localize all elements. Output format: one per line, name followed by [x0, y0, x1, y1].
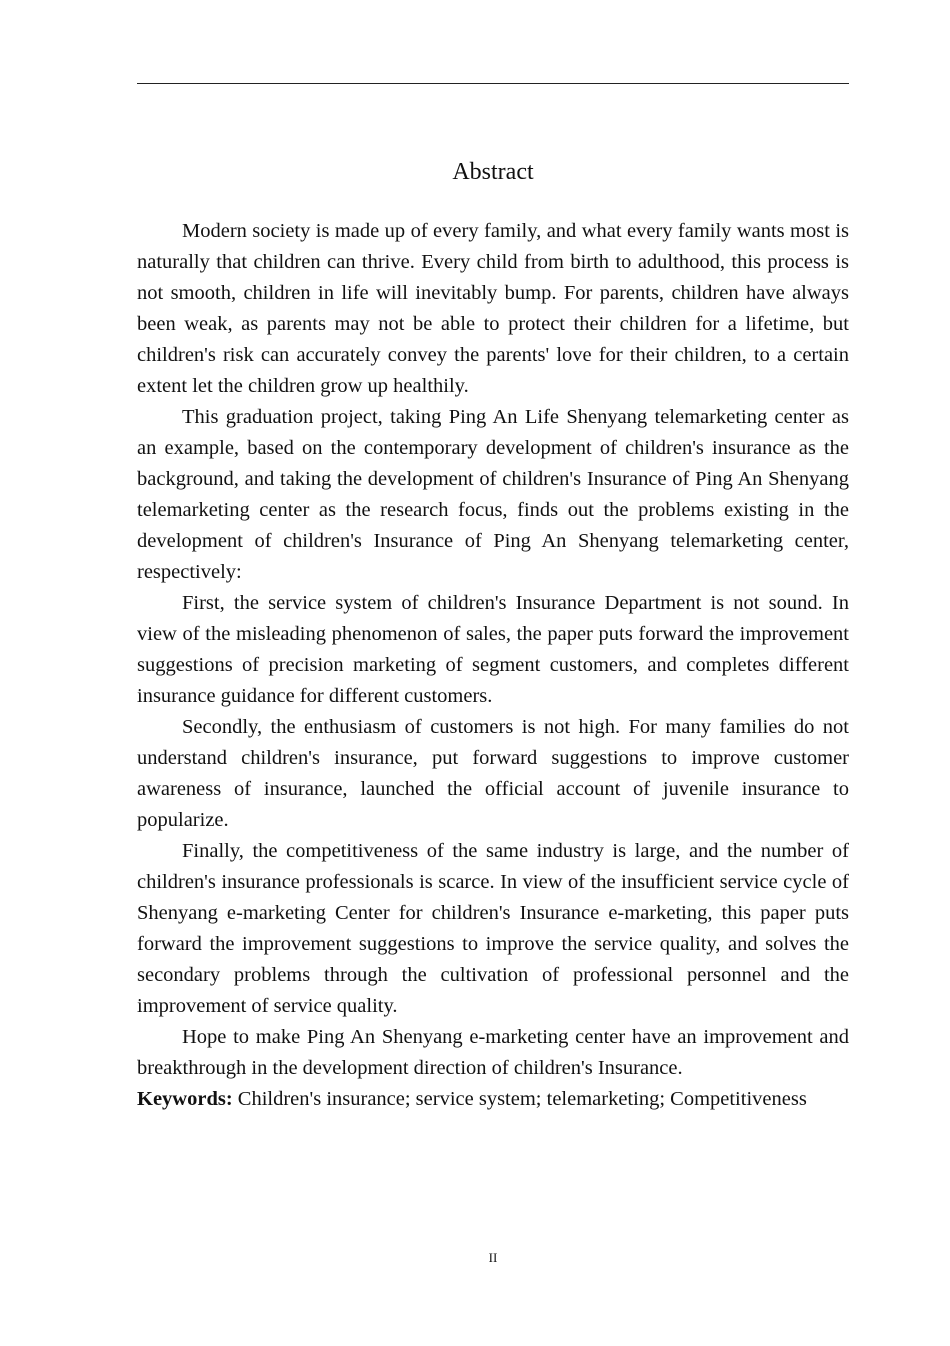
abstract-paragraph-1: Modern society is made up of every family, and what every family wants most is naturally that children can thrive. Every child from birth to adulthood, this process is not smooth, children in life will inevitably bump. For parents, children have always been weak, as parents may not be able to protect their children for a lifetime, but children's risk can accurately convey the parents' love for their children, to a certain extent let the children grow up healthily.: [137, 220, 849, 397]
abstract-body: [137, 216, 849, 1115]
abstract-paragraph-4: Secondly, the enthusiasm of customers is not high. For many families do not understand children's insurance, put forward suggestions to improve customer awareness of insurance, launched the official account of juvenile insurance to popularize.: [137, 716, 849, 831]
abstract-paragraph-2: This graduation project, taking Ping An Life Shenyang telemarketing center as an example, based on the contemporary development of children's insurance as the background, and taking the development of children's Insurance of Ping An Shenyang telemarketing center as the research focus, finds out the problems existing in the development of children's Insurance of Ping An Shenyang telemarketing center, respectively:: [137, 406, 849, 583]
keywords-text: Children's insurance; service system; telemarketing; Competitiveness: [232, 1088, 807, 1110]
page-title: Abstract: [452, 159, 534, 185]
keywords-label: Keywords:: [137, 1088, 233, 1110]
abstract-paragraph-5: Finally, the competitiveness of the same industry is large, and the number of children's insurance professionals is scarce. In view of the insufficient service cycle of Shenyang e-marketing Center for children's Insurance e-marketing, this paper puts forward the improvement suggestions to improve the service quality, and solves the secondary problems through the cultivation of professional personnel and the improvement of service quality.: [137, 840, 849, 1017]
abstract-paragraph-6: Hope to make Ping An Shenyang e-marketing center have an improvement and breakthrough in the development direction of children's Insurance.: [137, 1026, 849, 1079]
keywords-line: [137, 1084, 849, 1115]
page-number: II: [488, 1250, 498, 1265]
header-rule: [137, 83, 849, 84]
abstract-paragraph-3: First, the service system of children's Insurance Department is not sound. In view of the misleading phenomenon of sales, the paper puts forward the improvement suggestions of precision marketing of segment customers, and completes different insurance guidance for different customers.: [137, 592, 849, 707]
